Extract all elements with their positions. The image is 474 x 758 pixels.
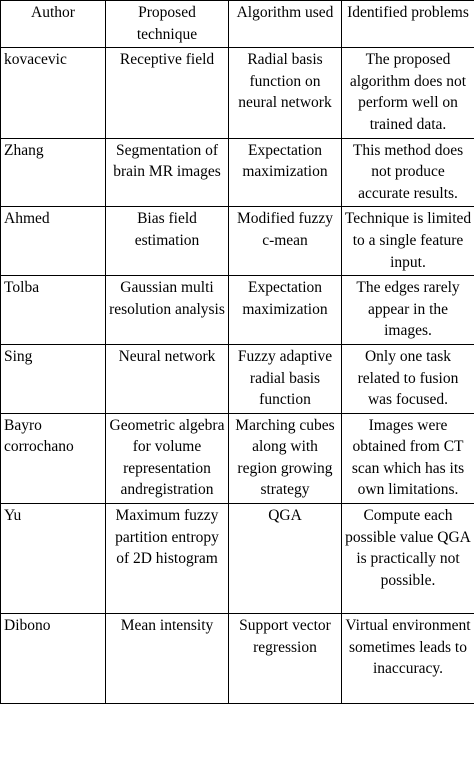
cell-algorithm: Support vector regression: [229, 614, 342, 704]
table-header-row: [1, 1, 474, 48]
cell-author: Zhang: [1, 138, 106, 207]
cell-problems: Technique is limited to a single feature input.: [342, 207, 474, 276]
table-row: [1, 614, 474, 704]
cell-algorithm: Fuzzy adaptive radial basis function: [229, 344, 342, 413]
table-row: [1, 504, 474, 614]
cell-problems: Only one task related to fusion was focused.: [342, 344, 474, 413]
cell-technique: Receptive field: [106, 48, 229, 138]
cell-author: Ahmed: [1, 207, 106, 276]
cell-algorithm: QGA: [229, 504, 342, 614]
cell-author: Tolba: [1, 276, 106, 345]
table-row: [1, 138, 474, 207]
cell-technique: Maximum fuzzy partition entropy of 2D histogram: [106, 504, 229, 614]
cell-problems: The proposed algorithm does not perform well on trained data.: [342, 48, 474, 138]
header-proposed-technique: Proposed technique: [106, 1, 229, 48]
table-row: [1, 207, 474, 276]
cell-technique: Bias field estimation: [106, 207, 229, 276]
table-row: [1, 276, 474, 345]
cell-algorithm: Radial basis function on neural network: [229, 48, 342, 138]
header-author: Author: [1, 1, 106, 48]
cell-problems: Compute each possible value QGA is practically not possible.: [342, 504, 474, 614]
cell-problems: This method does not produce accurate results.: [342, 138, 474, 207]
cell-algorithm: Expectation maximization: [229, 276, 342, 345]
cell-technique: Geometric algebra for volume representation andregistration: [106, 413, 229, 503]
header-identified-problems: Identified problems: [342, 1, 474, 48]
table-row: [1, 413, 474, 503]
cell-problems: Images were obtained from CT scan which has its own limitations.: [342, 413, 474, 503]
table-row: [1, 344, 474, 413]
cell-author: kovacevic: [1, 48, 106, 138]
cell-technique: Neural network: [106, 344, 229, 413]
cell-author: Sing: [1, 344, 106, 413]
cell-algorithm: Modified fuzzy c-mean: [229, 207, 342, 276]
cell-problems: The edges rarely appear in the images.: [342, 276, 474, 345]
table-row: [1, 48, 474, 138]
cell-author: Yu: [1, 504, 106, 614]
header-algorithm-used: Algorithm used: [229, 1, 342, 48]
cell-problems: Virtual environment sometimes leads to inaccuracy.: [342, 614, 474, 704]
cell-technique: Mean intensity: [106, 614, 229, 704]
cell-author: Dibono: [1, 614, 106, 704]
cell-author: Bayro corrochano: [1, 413, 106, 503]
cell-algorithm: Marching cubes along with region growing strategy: [229, 413, 342, 503]
cell-algorithm: Expectation maximization: [229, 138, 342, 207]
cell-technique: Segmentation of brain MR images: [106, 138, 229, 207]
cell-technique: Gaussian multi resolution analysis: [106, 276, 229, 345]
